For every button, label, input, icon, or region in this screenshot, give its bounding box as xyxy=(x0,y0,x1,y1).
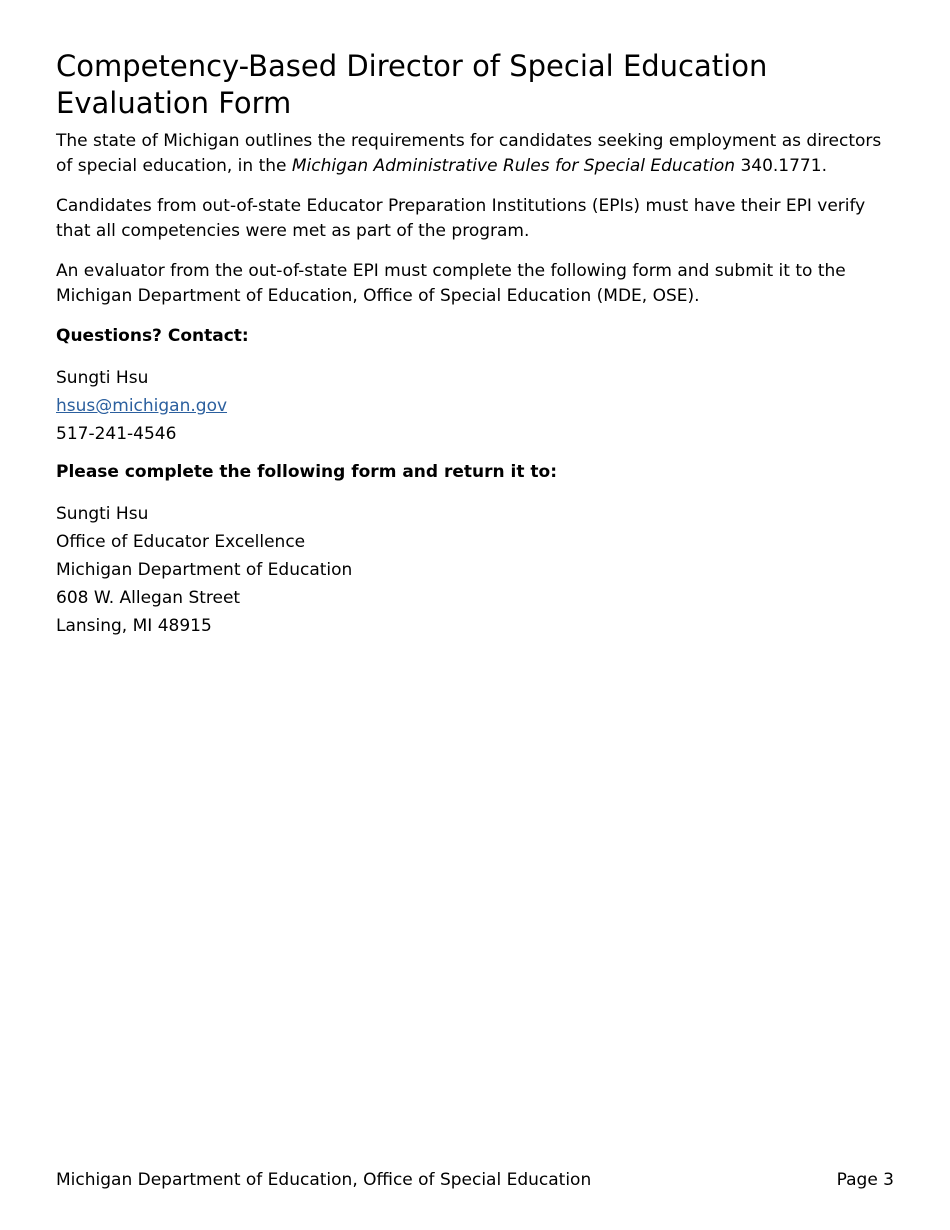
contact-email-link[interactable]: hsus@michigan.gov xyxy=(56,396,228,416)
document-page xyxy=(56,48,896,652)
contact-name: Sungti Hsu xyxy=(56,368,149,388)
footer-organization: Michigan Department of Education, Office of Special Education xyxy=(56,1170,592,1190)
address-line: 608 W. Allegan Street xyxy=(56,588,241,608)
contact-heading: Questions? Contact: xyxy=(56,326,249,346)
intro-paragraph-2: Candidates from out-of-state Educator Preparation Institutions (EPIs) must have their EPI verify that all competencies were met as part of the program. xyxy=(56,196,866,241)
page-title: Competency-Based Director of Special Education Evaluation Form xyxy=(56,49,768,120)
address-line: Sungti Hsu xyxy=(56,504,149,524)
intro-text-before: The state of Michigan outlines the requirements for candidates seeking employment as directors of special education, in the xyxy=(56,131,882,176)
return-heading: Please complete the following form and return it to: xyxy=(56,462,558,482)
rules-citation: Michigan Administrative Rules for Special Education xyxy=(291,156,736,176)
page-number: Page 3 xyxy=(836,1170,894,1190)
return-address xyxy=(56,500,896,640)
contact-phone: 517-241-4546 xyxy=(56,424,177,444)
contact-block xyxy=(56,364,896,448)
intro-text-after: 340.1771. xyxy=(735,156,827,176)
page-footer xyxy=(56,1168,894,1192)
address-line: Lansing, MI 48915 xyxy=(56,616,212,636)
address-line: Michigan Department of Education xyxy=(56,560,353,580)
address-line: Office of Educator Excellence xyxy=(56,532,306,552)
intro-paragraph-3: An evaluator from the out-of-state EPI must complete the following form and submit it to the Michigan Department of Education, Office of Special Education (MDE, OSE). xyxy=(56,261,846,306)
intro-paragraph-1 xyxy=(56,129,896,179)
